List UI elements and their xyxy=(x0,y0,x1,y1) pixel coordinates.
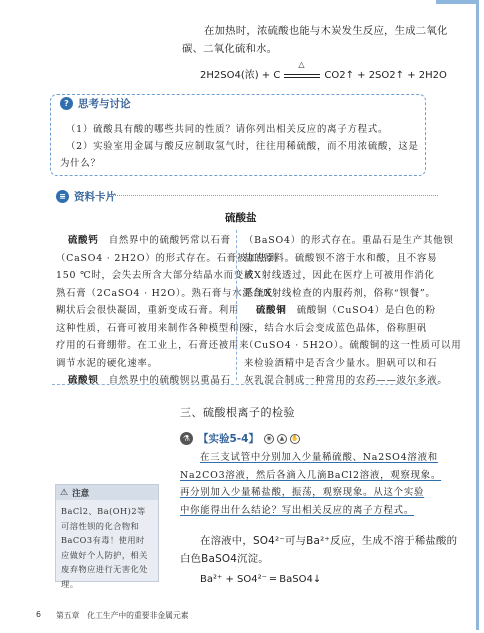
discussion-icon: ? xyxy=(60,97,73,110)
think-discuss-title: 思考与讨论 xyxy=(78,98,131,110)
experiment-flask-icon: ⚗ xyxy=(180,432,193,445)
ref-right-row: 灰乳混合制成一种常用的农药——波尔多液。 xyxy=(244,375,448,386)
note-header xyxy=(56,485,158,500)
think-question-2b: 为什么？ xyxy=(60,158,101,169)
ref-left-row: 硫酸钡 自然界中的硫酸钡以重晶石 xyxy=(68,375,231,386)
equation-1 xyxy=(200,60,447,81)
think-question-2a: （2）实验室用金属与酸反应制取氢气时，往往用稀硫酸，而不用浓硫酸，这是 xyxy=(66,141,419,152)
ref-left-row: 糊状后会很快凝固，重新变成石膏。利用 xyxy=(56,305,240,316)
reference-left-column xyxy=(56,232,278,390)
reference-title: 硫酸盐 xyxy=(225,212,257,224)
hazard-icon: ▲ xyxy=(277,434,287,444)
conclusion-line-1: 在溶液中，SO4²⁻可与Ba²⁺反应，生成不溶于稀盐酸的 xyxy=(200,535,458,547)
ref-left-row: 熟石膏（2CaSO4 · H2O）。熟石膏与水混合成 xyxy=(56,287,273,299)
note-title: 注意 xyxy=(72,488,90,499)
intro-line-2: 碳、二氧化硫和水。 xyxy=(182,43,278,55)
goggles-icon: ◉ xyxy=(264,434,274,444)
equation-1-lhs: 2H2SO4(浓) + C xyxy=(200,70,281,81)
intro-line-1: 在加热时，浓硫酸也能与木炭发生反应，生成二氧化 xyxy=(204,25,448,37)
ref-left-row: 150 ℃时，会失去所含大部分结晶水而变成 xyxy=(56,270,255,281)
equation-2: Ba²⁺ + SO4²⁻ ═ BaSO4↓ xyxy=(200,574,322,585)
think-question-1: （1）硫酸具有酸的哪些共同的性质？请你列出相关反应的离子方程式。 xyxy=(66,124,389,135)
reference-column-divider xyxy=(236,230,237,380)
ref-right-row: 末，结合水后会变成蓝色晶体，俗称胆矾 xyxy=(244,322,428,334)
experiment-line: Na2CO3溶液，然后各滴入几滴BaCl2溶液，观察现象。 xyxy=(180,469,442,481)
ref-left-row: 硫酸钙 自然界中的硫酸钙常以石膏 xyxy=(68,235,231,246)
equation-1-rhs: CO2↑ + 2SO2↑ + 2H2O xyxy=(324,70,447,81)
reference-card-header xyxy=(56,189,116,204)
experiment-line: 中你能得出什么结论？写出相关反应的离子方程式。 xyxy=(180,504,415,516)
note-body: BaCl2、Ba(OH)2等可溶性钡的化合物和BaCO3有毒！使用时应做好个人防护，相关废弃物应进行无害化处理。 xyxy=(61,506,148,589)
experiment-safety-icons xyxy=(264,434,300,444)
section-3-title: 三、硫酸根离子的检验 xyxy=(180,406,295,419)
ref-right-row: 被X射线透过，因此在医疗上可被用作消化 xyxy=(244,270,435,281)
think-discuss-header xyxy=(60,96,131,111)
book-icon: ≡ xyxy=(56,190,69,203)
ref-right-row: 盐的原料。硫酸钡不溶于水和酸，且不容易 xyxy=(244,252,438,264)
ref-left-row: （CaSO4 · 2H2O）的形式存在。石膏被加热到 xyxy=(56,252,278,264)
conclusion-line-2: 白色BaSO4沉淀。 xyxy=(180,553,269,565)
experiment-body xyxy=(180,449,442,519)
ref-right-row: （CuSO4 · 5H2O）。硫酸铜的这一性质可以用 xyxy=(244,340,462,351)
experiment-label: 【实验5-4】 xyxy=(198,433,259,445)
ref-left-row: 疗用的石膏绷带。在工业上，石膏还被用来 xyxy=(56,340,250,351)
reference-right-column xyxy=(244,232,462,390)
ref-left-row: 这种性质，石膏可被用来制作各种模型和医 xyxy=(56,322,250,334)
ref-right-row: 来检验酒精中是否含少量水。胆矾可以和石 xyxy=(244,357,438,369)
safety-note-box xyxy=(55,484,159,589)
page-number: 6 xyxy=(36,610,41,619)
equation-1-arrow xyxy=(284,60,320,78)
reference-header-rule xyxy=(108,195,438,196)
chapter-footer: 第五章 化工生产中的重要非金属元素 xyxy=(56,611,189,620)
page-frame-top xyxy=(436,0,476,4)
ref-left-row: 调节水泥的硬化速率。 xyxy=(56,357,158,369)
experiment-line: 在三支试管中分别加入少量稀硫酸、Na2SO4溶液和 xyxy=(200,452,438,463)
warning-icon: ⚠ xyxy=(60,487,69,498)
experiment-line: 再分别加入少量稀盐酸，振荡，观察现象。从这个实验 xyxy=(180,487,425,498)
reference-bottom-rule xyxy=(52,384,438,385)
ref-right-row: 硫酸铜 硫酸铜（CuSO4）是白色的粉 xyxy=(256,305,436,316)
heat-condition: △ xyxy=(298,60,305,69)
ref-right-row: （BaSO4）的形式存在。重晶石是生产其他钡 xyxy=(244,235,454,246)
reference-card-label: 资料卡片 xyxy=(74,191,116,203)
experiment-header xyxy=(180,431,300,446)
ref-right-row: 系统X射线检查的内服药剂，俗称“钡餐”。 xyxy=(244,287,436,299)
wash-hands-icon: ✋ xyxy=(291,435,299,442)
